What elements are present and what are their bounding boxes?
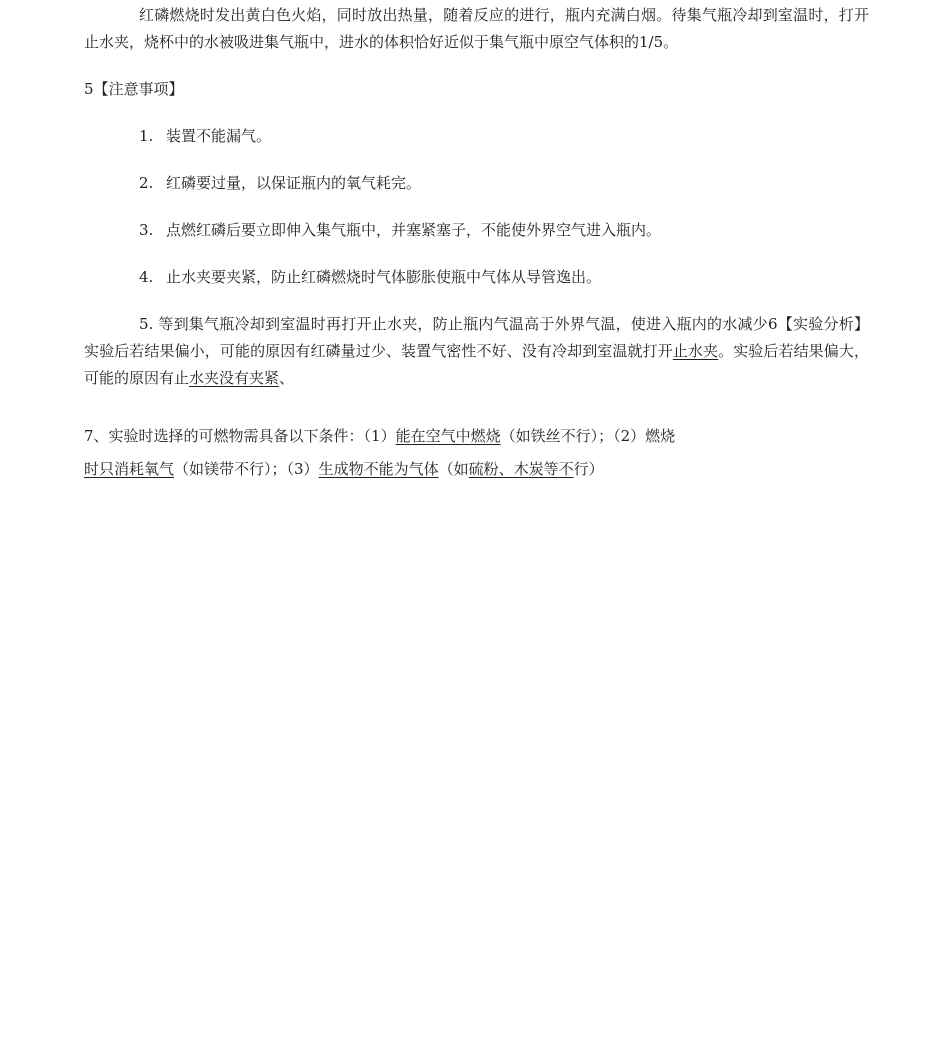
analysis-text: 。实验后若结果偏大，可能的原因有止	[84, 342, 869, 387]
conditions-text: （如	[438, 460, 469, 478]
paragraph-observation: 红磷燃烧时发出黄白色火焰，同时放出热量，随着反应的进行，瓶内充满白烟。待集气瓶冷却到室温时，打开止水夹，烧杯中的水被吸进集气瓶中，进水的体积恰好近似于集气瓶中原空气体积的1/5。	[84, 6, 869, 51]
note-number: 2.	[139, 174, 154, 192]
underlined-text: 时只消耗氧气	[84, 460, 175, 478]
note-text: 止水夹要夹紧，防止红磷燃烧时气体膨胀使瓶中气体从导管逸出。	[166, 268, 602, 286]
underlined-text: 水夹没有夹紧	[189, 369, 280, 387]
conditions-text: （如铁丝不行）；（2）燃烧	[500, 427, 676, 445]
note-text: 点燃红磷后要立即伸入集气瓶中，并塞紧塞子，不能使外界空气进入瓶内。	[166, 221, 662, 239]
underlined-text: 生成物不能为气体	[318, 460, 439, 478]
note-number: 4.	[139, 268, 154, 286]
underlined-text: 能在空气中燃烧	[395, 427, 501, 445]
underlined-text: 硫粉、木炭等不	[468, 460, 574, 478]
note-item	[139, 264, 869, 291]
note-item	[139, 217, 869, 244]
note-number: 3.	[139, 221, 154, 239]
paragraph-conditions	[84, 420, 869, 486]
notes-heading: 5【注意事项】	[84, 80, 184, 98]
paragraph-analysis	[84, 311, 869, 392]
note-item	[139, 170, 869, 197]
note-text: 装置不能漏气。	[166, 127, 272, 145]
note-text: 红磷要过量，以保证瓶内的氧气耗完。	[166, 174, 422, 192]
analysis-text: 5. 等到集气瓶冷却到室温时再打开止水夹，防止瓶内气温高于外界气温，使进入瓶内的水减少6【实验分析】实验后若结果偏小，可能的原因有红磷量过少、装置气密性不好、没有冷却到室温就打开	[84, 315, 869, 360]
analysis-text: 、	[279, 369, 295, 387]
conditions-text: （如镁带不行）；（3）	[174, 460, 319, 478]
underlined-text: 止水夹	[672, 342, 719, 360]
note-number: 1.	[139, 127, 154, 145]
conditions-text: 行）	[573, 460, 604, 478]
note-item	[139, 123, 869, 150]
conditions-text: 7、实验时选择的可燃物需具备以下条件：（1）	[84, 427, 396, 445]
